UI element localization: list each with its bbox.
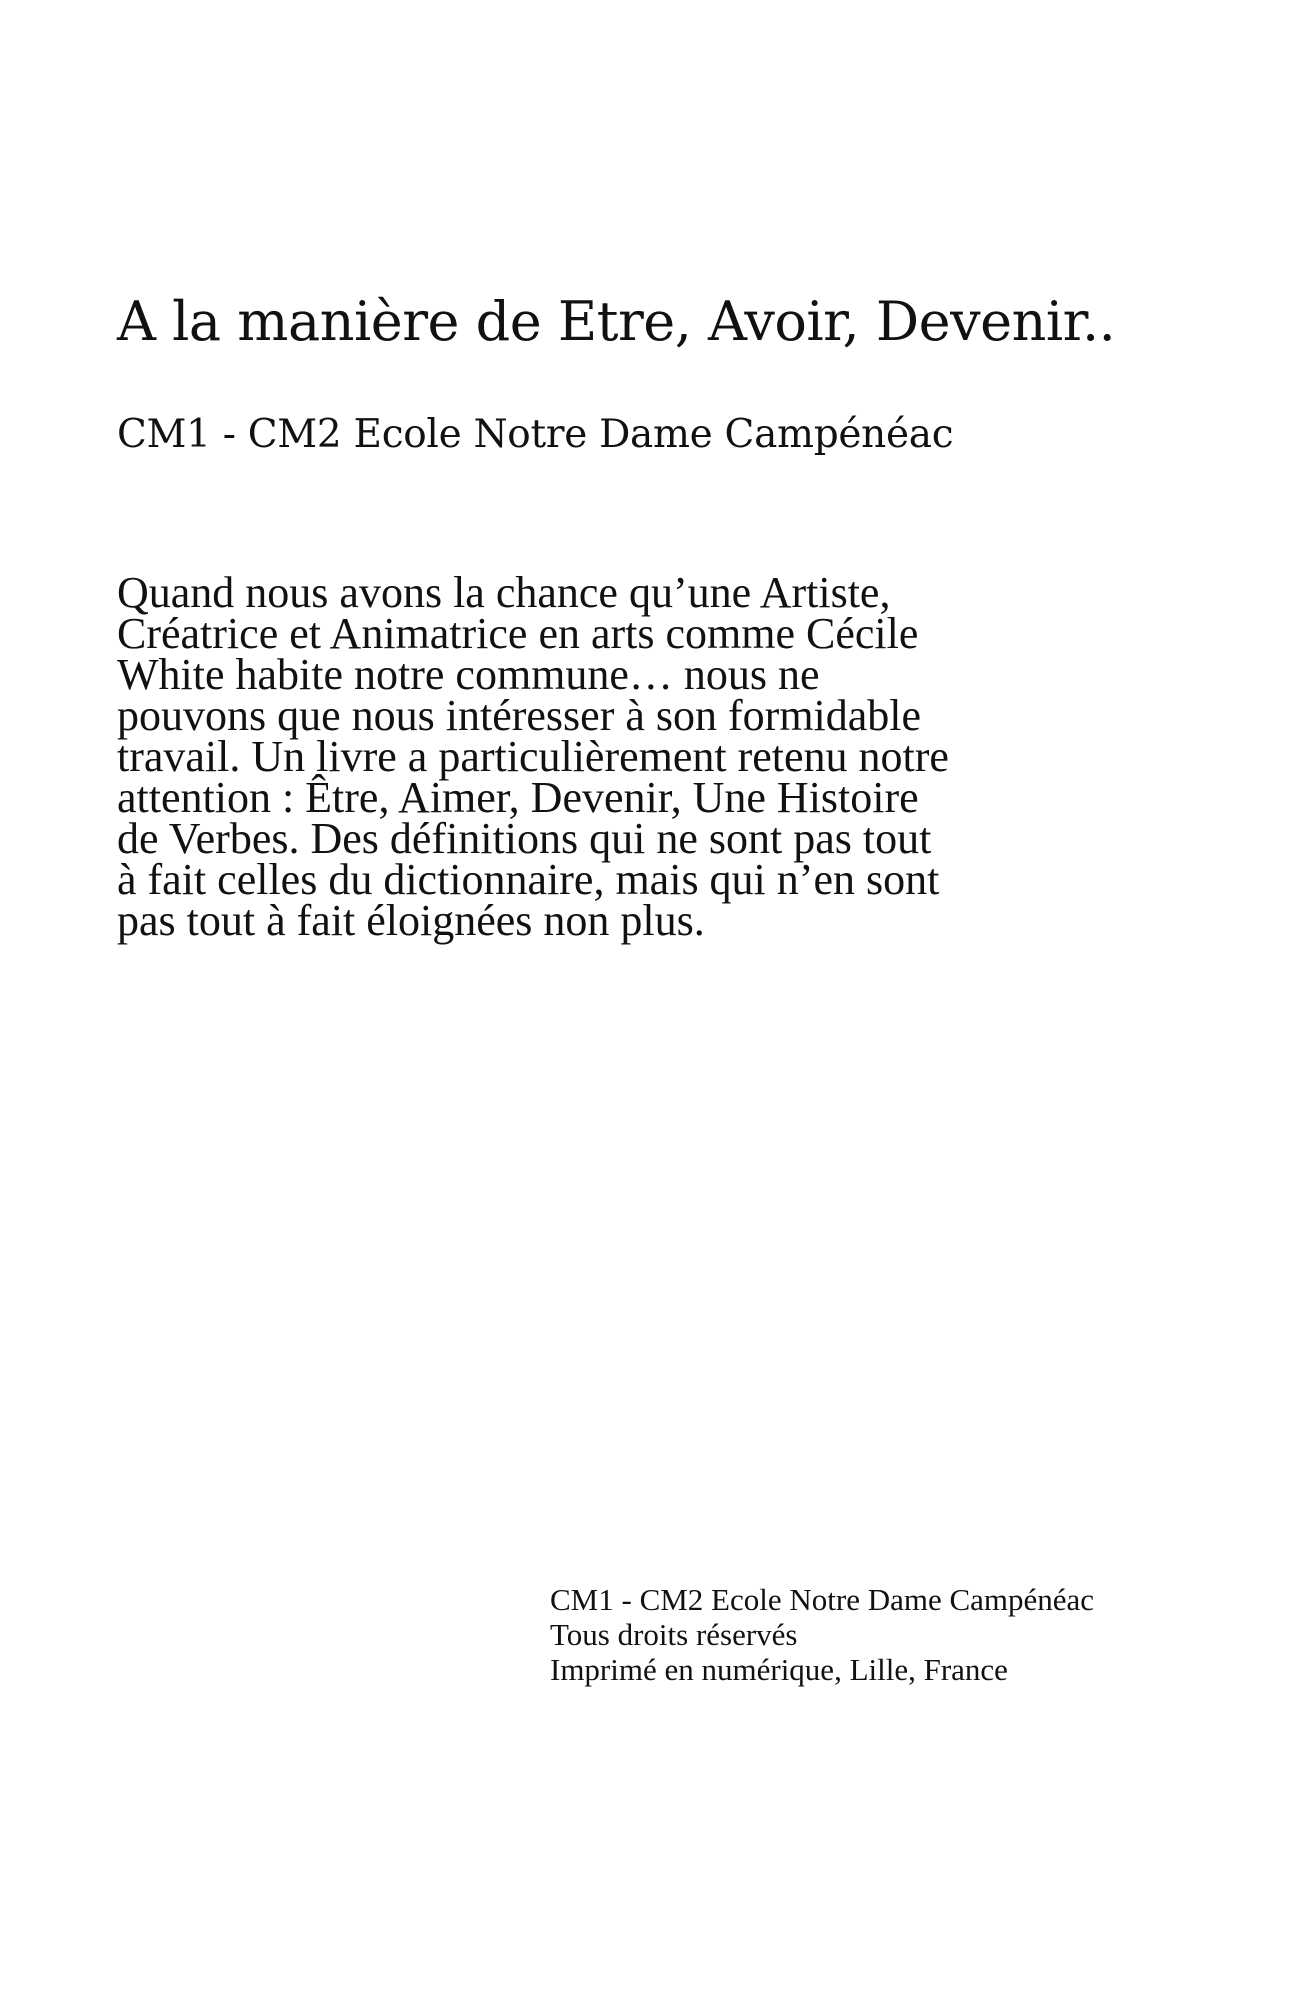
body-paragraph: Quand nous avons la chance qu’une Artiste, Créatrice et Animatrice en arts comme Cécile White habite notre commune… nous ne pouvons que nous intéresser à son formidable travail. Un livre a particulièrement retenu notre attention : Être, Aimer, Devenir, Une Histoire de Verbes. Des définitions qui ne sont pas tout à fait celles du dictionnaire, mais qui n’en sont pas tout à fait éloignées non plus.: [117, 568, 949, 945]
colophon-rights: Tous droits réservés: [550, 1617, 798, 1652]
colophon-author: CM1 - CM2 Ecole Notre Dame Campénéac: [550, 1582, 1095, 1617]
page-title: A la manière de Etre, Avoir, Devenir..: [117, 290, 1116, 353]
colophon-printed: Imprimé en numérique, Lille, France: [550, 1652, 1008, 1687]
colophon: [550, 1582, 1250, 1687]
page-subtitle: CM1 - CM2 Ecole Notre Dame Campénéac: [117, 412, 954, 457]
